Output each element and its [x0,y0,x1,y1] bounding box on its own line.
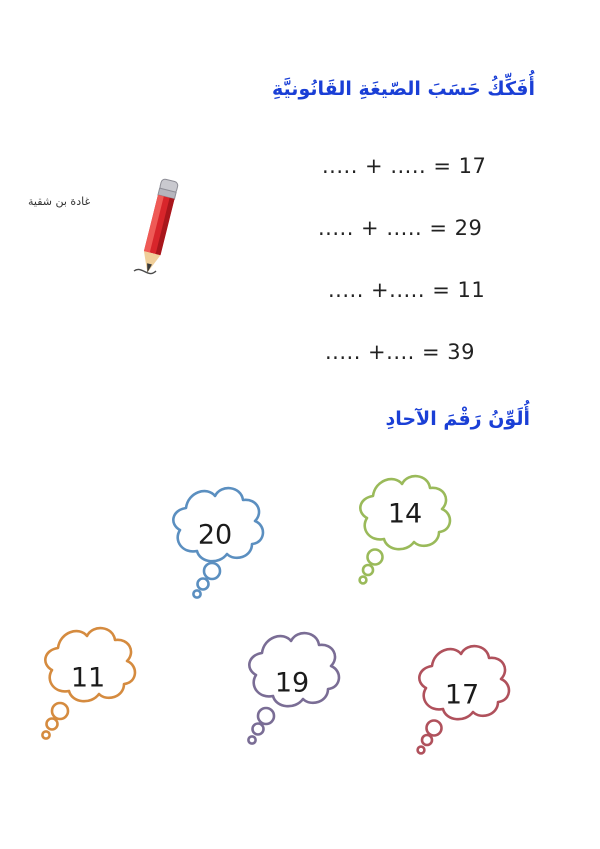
equation-text: ..... + ..... = 29 [318,216,483,240]
equation-row [0,272,600,334]
thought-bubble[interactable] [28,610,148,755]
bubble-number: 20 [197,519,233,551]
equation-row [0,148,600,210]
section-title-color-ones: أُلَوِّنُ رَقْمَ الآحادِ [385,408,530,430]
bubble-number: 17 [444,679,480,711]
equation-row [0,210,600,272]
page-title: أُفَكِّكُ حَسَبَ الصّيغَةِ القَانُونيَّةِ [272,78,535,100]
thought-bubble[interactable] [232,615,352,760]
author-credit: غادة بن شقية [28,195,91,208]
bubble-number: 14 [387,498,423,530]
bubble-number: 19 [274,667,310,699]
equation-text: ..... +.... = 39 [325,340,476,364]
thought-bubble[interactable] [155,470,275,610]
thought-bubble[interactable] [345,460,465,600]
equation-list [0,148,600,396]
equation-text: ..... + ..... = 17 [322,154,487,178]
equation-row [0,334,600,396]
thought-bubble[interactable] [402,630,522,770]
equation-text: ..... +..... = 11 [328,278,486,302]
bubble-number: 11 [70,662,106,694]
